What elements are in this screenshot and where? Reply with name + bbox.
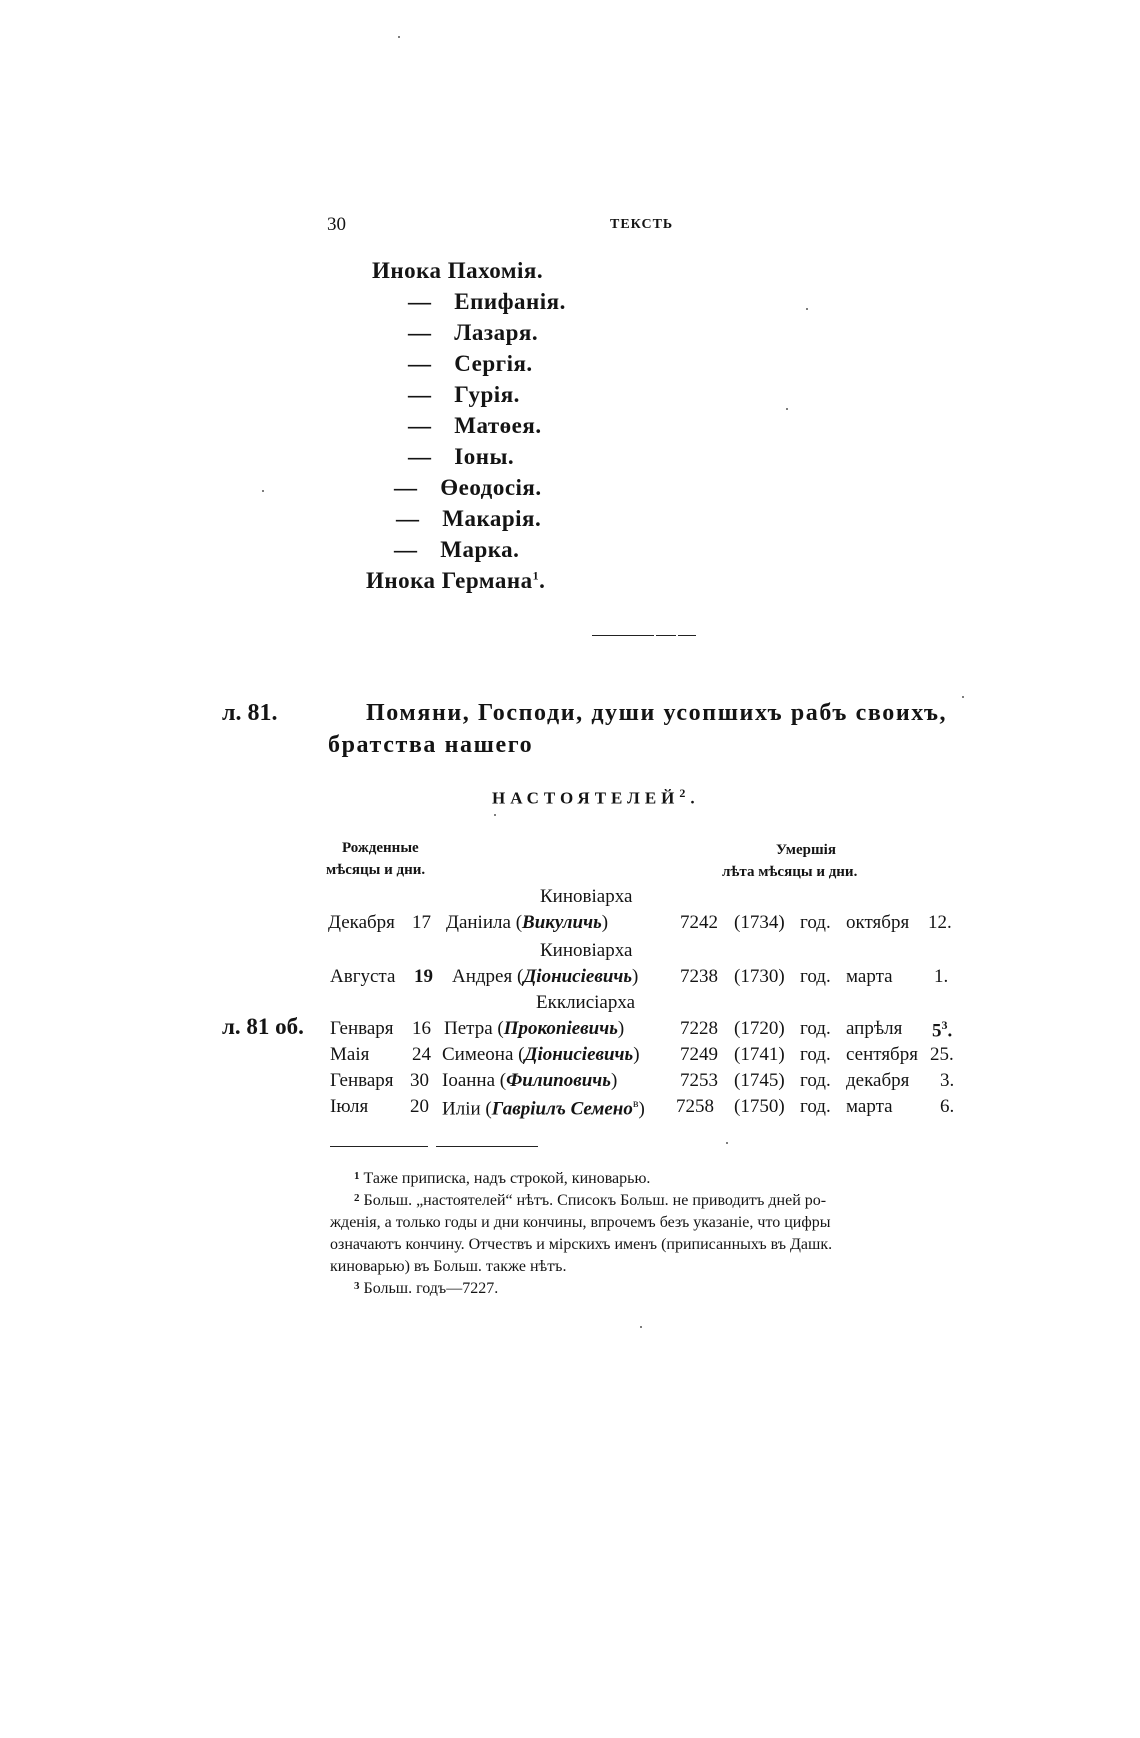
patronymic: Викуличь [522,912,602,933]
death-month: октября [846,912,910,933]
ditto-dash: — [408,444,432,469]
footnote-1 [354,1170,650,1188]
punctuation: . [690,788,700,808]
separator-rule [592,635,654,636]
ditto-dash: — [408,289,432,314]
death-month: марта [846,1096,893,1117]
monk-name: Епифанія. [454,289,566,314]
list-item [408,382,520,408]
footnote-ref: 1 [532,568,540,583]
birth-day: 19 [414,966,433,987]
person-name: Іоанна (Филиповичь) [442,1070,618,1091]
punctuation: . [539,568,546,593]
superscript-letter: в [632,1096,639,1110]
punctuation: . [947,1020,953,1042]
footnote-number: 1 [354,1170,360,1182]
list-prefix: Инока [366,568,436,593]
footnote-number: 2 [354,1192,360,1204]
prayer-text-line: братства нашего [328,732,534,758]
footnote-2-continued: киноварью) въ Больш. также нѣтъ. [330,1258,567,1275]
footnote-2-continued: означаютъ кончину. Отчествъ и мірскихъ именъ (приписанныхъ въ Дашк. [330,1236,833,1253]
death-year: 7228 [680,1018,718,1039]
footnote-text: Таже приписка, надъ строкой, киноварью. [363,1170,651,1187]
column-header-died: Умершія [776,842,836,858]
footnote-text: Больш. годъ—7227. [363,1280,499,1297]
scan-speck [962,696,964,698]
scan-speck [806,308,808,310]
ditto-dash: — [396,506,420,531]
death-year-ad: (1734) [734,912,785,933]
scan-speck [726,1142,728,1144]
birth-month: Декабря [328,912,395,933]
ditto-dash: — [408,413,432,438]
year-abbrev: год. [800,1018,831,1039]
folio-marker: л. 81 об. [222,1014,304,1039]
death-year-ad: (1750) [734,1096,785,1117]
heading-text: НАСТОЯТЕЛЕЙ [492,788,680,808]
list-item [408,320,538,346]
footnote-text: Больш. „настоятелей“ нѣтъ. Списокъ Больш. не приводитъ дней ро- [363,1192,827,1209]
person-name: Даніила (Викуличь) [446,912,609,933]
death-month: апрѣля [846,1018,903,1039]
list-item [408,351,533,377]
death-year: 7242 [680,912,718,933]
death-day: 6. [940,1096,955,1117]
monk-name: Лазаря. [454,320,539,345]
death-year-ad: (1745) [734,1070,785,1091]
scan-speck [786,408,788,410]
person-name: Андрея (Діонисіевичь) [452,966,639,987]
monk-name: Германа [441,568,533,593]
monk-name: Сергія. [454,351,533,376]
birth-day: 20 [410,1096,429,1117]
separator-rule [656,635,676,636]
patronymic: Діонисіевичь [523,966,633,987]
ditto-dash: — [408,351,432,376]
footnote-rule [436,1146,538,1147]
footnote-ref: 2 [679,786,691,800]
given-name: Иліи [442,1098,481,1120]
list-item [408,289,566,315]
given-name: Андрея [452,966,513,987]
column-header-born-sub: мѣсяцы и дни. [326,862,426,878]
running-header: ТЕКСТЬ [610,217,674,232]
list-item [408,444,514,470]
monk-name: Марка. [440,537,520,562]
death-day: 5 [932,1020,942,1042]
death-day: 25. [930,1044,954,1065]
death-year: 7249 [680,1044,718,1065]
birth-day: 30 [410,1070,429,1091]
scan-speck [640,1326,642,1328]
given-name: Симеона [442,1044,514,1065]
given-name: Даніила [446,912,511,933]
monk-name: Пахомія. [447,258,544,283]
year-abbrev: год. [800,912,831,933]
birth-month: Маія [330,1044,370,1065]
monk-name: Макарія. [442,506,542,531]
section-heading [492,786,700,809]
rank-label: Киновіарха [540,886,633,907]
patronymic: Филиповичь [506,1070,611,1091]
patronymic: Прокопіевичь [503,1018,618,1039]
footnote-2-continued: жденія, а только годы и дни кончины, впрочемъ безъ указаніе, что цифры [330,1214,831,1231]
death-year: 7238 [680,966,718,987]
monk-name: Өеодосія. [440,475,542,500]
death-year-ad: (1720) [734,1018,785,1039]
ditto-dash: — [408,382,432,407]
monk-name: Гурія. [454,382,520,407]
given-name: Іоанна [442,1070,496,1091]
separator-rule [678,635,696,636]
scan-speck [494,814,496,816]
list-item [394,475,542,501]
column-header-born: Рожденные [342,840,419,856]
death-month: сентября [846,1044,918,1065]
list-item [408,413,542,439]
death-day: 1. [934,966,949,987]
death-day-with-note [932,1018,952,1042]
person-name: Петра (Прокопіевичь) [444,1018,625,1039]
scan-speck [262,490,264,492]
patronymic: Діонисіевичь [524,1044,634,1065]
person-name: Иліи (Гавріилъ Семено$^в$) [442,1096,645,1120]
list-prefix: Инока [372,258,442,283]
footnote-3 [354,1280,498,1298]
rank-label: Киновіарха [540,940,633,961]
death-day: 12. [928,912,952,933]
monk-name: Матөея. [454,413,542,438]
prayer-text-line: Помяни, Господи, души усопшихъ рабъ своихъ, [366,700,948,726]
year-abbrev: год. [800,1070,831,1091]
scan-speck [398,36,400,38]
year-abbrev: год. [800,966,831,987]
birth-day: 16 [412,1018,431,1039]
birth-day: 17 [412,912,431,933]
ditto-dash: — [408,320,432,345]
death-year: 7258 [676,1096,714,1117]
year-abbrev: год. [800,1096,831,1117]
footnote-number: 3 [354,1280,360,1292]
list-item [396,506,541,532]
death-day: 3. [940,1070,955,1091]
ditto-dash: — [394,537,418,562]
year-abbrev: год. [800,1044,831,1065]
death-month: декабря [846,1070,910,1091]
death-month: марта [846,966,893,987]
birth-day: 24 [412,1044,431,1065]
monk-name: Іоны. [454,444,515,469]
birth-month: Генваря [330,1018,394,1039]
birth-month: Августа [330,966,396,987]
ditto-dash: — [394,475,418,500]
page-number: 30 [327,214,346,235]
person-name: Симеона (Діонисіевичь) [442,1044,640,1065]
list-item [366,568,545,594]
folio-marker: л. 81. [222,700,278,726]
footnote-ref: 3 [941,1018,948,1032]
patronymic: Гавріилъ Семено [491,1098,633,1120]
death-year-ad: (1730) [734,966,785,987]
footnote-rule [330,1146,428,1147]
birth-month: Генваря [330,1070,394,1091]
death-year-ad: (1741) [734,1044,785,1065]
death-year: 7253 [680,1070,718,1091]
footnote-2 [354,1192,826,1210]
rank-label: Екклисіарха [536,992,636,1013]
column-header-died-sub: лѣта мѣсяцы и дни. [722,864,858,880]
given-name: Петра [444,1018,493,1039]
list-item [372,258,543,284]
list-item [394,537,519,563]
birth-month: Іюля [330,1096,369,1117]
